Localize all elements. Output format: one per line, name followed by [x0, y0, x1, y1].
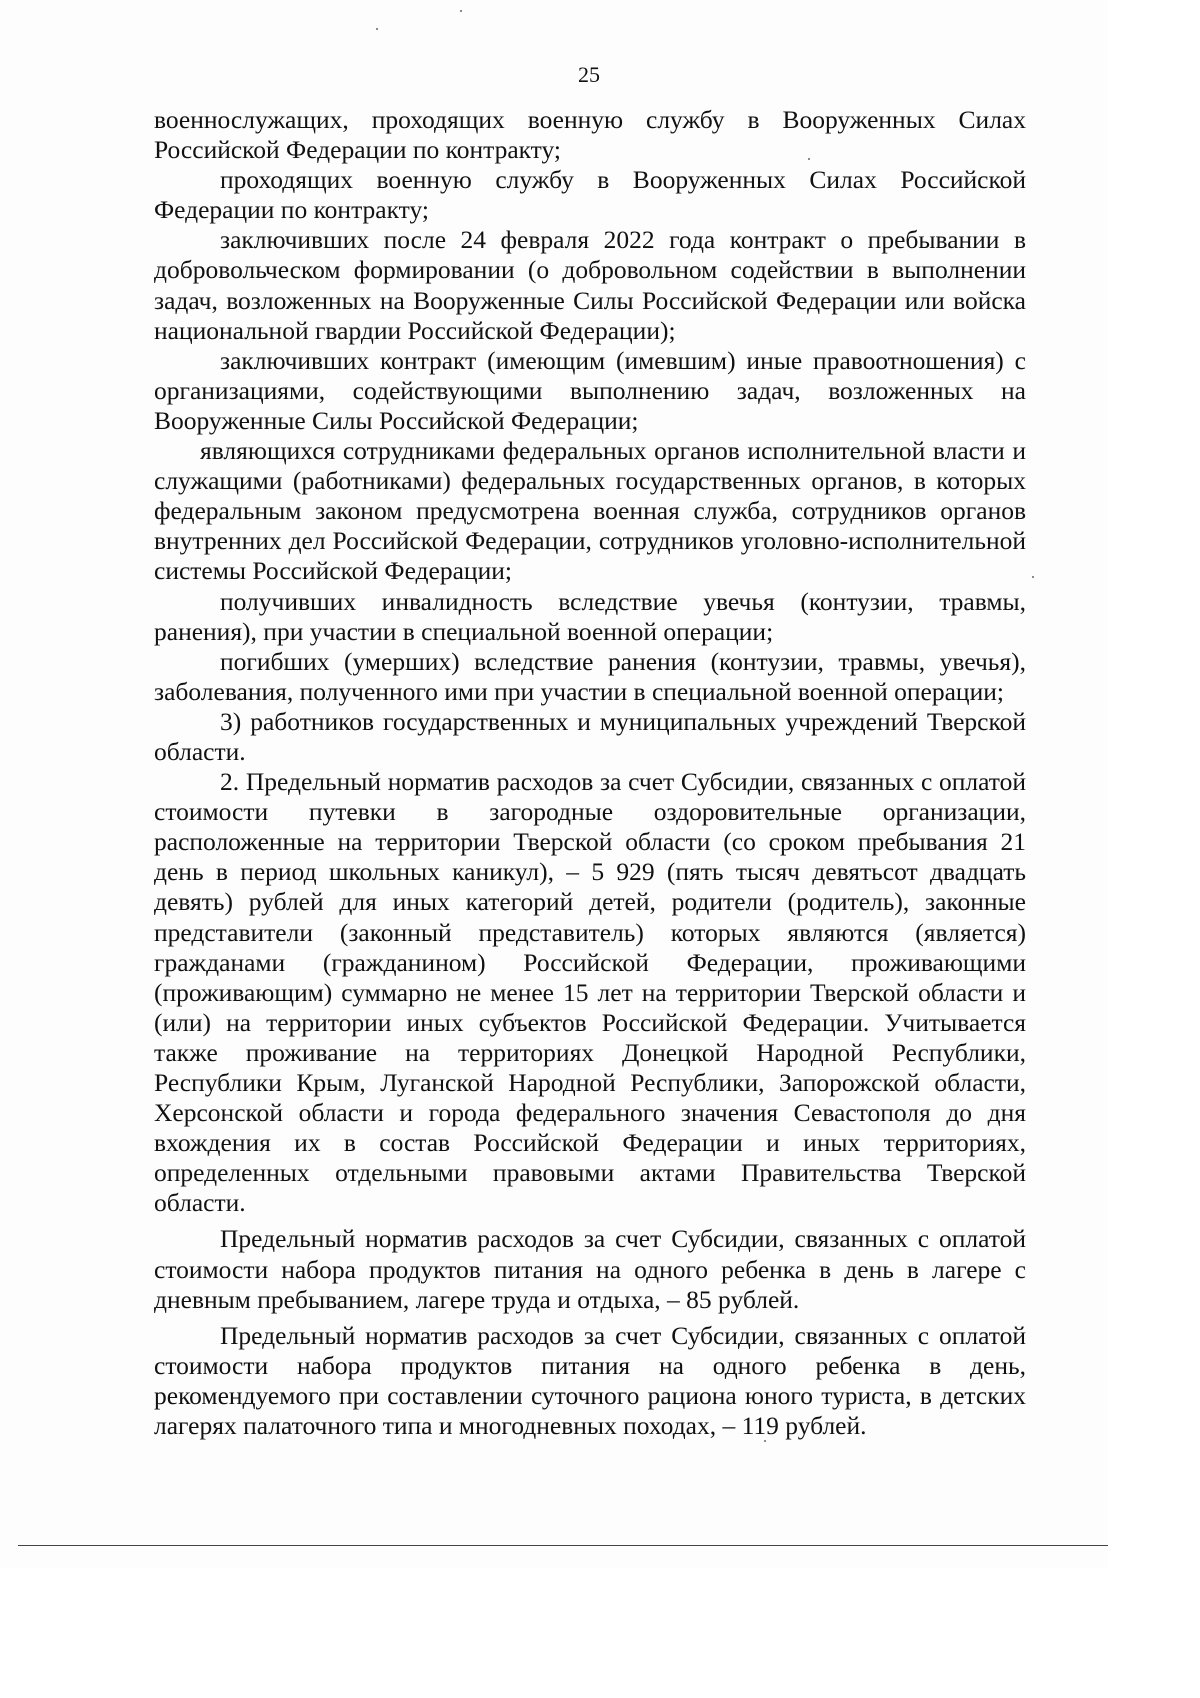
scan-speck	[460, 10, 462, 12]
paragraph-contract-organizations: заключивших контракт (имеющим (имевшим) иные правоотношения) с организациями, содействующими выполнению задач, возложенных на Вооруженные Силы Российской Федерации;	[154, 345, 1026, 435]
document-body	[154, 105, 1026, 1441]
paragraph-tent-camp-food: Предельный норматив расходов за счет Субсидии, связанных с оплатой стоимости набора продуктов питания на одного ребенка в день, рекомендуемого при составлении суточного рациона юного туриста, в детских лагерях палаточного типа и многодневных походах, – 119 рублей.	[154, 1320, 1026, 1441]
paragraph-day-camp-food: Предельный норматив расходов за счет Субсидии, связанных с оплатой стоимости набора продуктов питания на одного ребенка в день в лагере с дневным пребыванием, лагере труда и отдыха, – 85 рублей.	[154, 1224, 1026, 1314]
paragraph-deceased: погибших (умерших) вследствие ранения (контузии, травмы, увечья), заболевания, полученного ими при участии в специальной военной операции;	[154, 646, 1026, 706]
paragraph-volunteer-formation: заключивших после 24 февраля 2022 года контракт о пребывании в добровольческом формировании (о добровольном содействии в выполнении задач, возложенных на Вооруженные Силы Российской Федерации или войска национальной гвардии Российской Федерации);	[154, 225, 1026, 345]
scan-speck	[808, 158, 810, 160]
scan-edge-line	[18, 1545, 1108, 1546]
page-number: 25	[578, 62, 600, 87]
paragraph-contract-service: проходящих военную службу в Вооруженных Силах Российской Федерации по контракту;	[154, 165, 1026, 225]
paragraph-disability: получивших инвалидность вследствие увечья (контузии, травмы, ранения), при участии в специальной военной операции;	[154, 586, 1026, 646]
scan-speck	[376, 28, 378, 30]
paragraph-item-3: 3) работников государственных и муниципальных учреждений Тверской области.	[154, 706, 1026, 766]
scan-speck	[764, 1440, 766, 1442]
paragraph-item-2-voucher: 2. Предельный норматив расходов за счет Субсидии, связанных с оплатой стоимости путевки в загородные оздоровительные организации, расположенные на территории Тверской области (со сроком пребывания 21 день в период школьных каникул), – 5 929 (пять тысяч девятьсот двадцать девять) рублей для иных категорий детей, родители (родитель), законные представители (законный представитель) которых являются (является) гражданами (гражданином) Российской Федерации, проживающими (проживающим) суммарно не менее 15 лет на территории Тверской области и (или) на территории иных субъектов Российской Федерации. Учитывается также проживание на территориях Донецкой Народной Республики, Республики Крым, Луганской Народной Республики, Запорожской области, Херсонской области и города федерального значения Севастополя до дня вхождения их в состав Российской Федерации и иных территориях, определенных отдельными правовыми актами Правительства Тверской области.	[154, 767, 1026, 1218]
scan-speck	[1032, 576, 1034, 578]
paragraph-continuation: военнослужащих, проходящих военную службу в Вооруженных Силах Российской Федерации по контракту;	[154, 105, 1026, 165]
paragraph-federal-employees: являющихся сотрудниками федеральных органов исполнительной власти и служащими (работниками) федеральных государственных органов, в которых федеральным законом предусмотрена военная служба, сотрудников органов внутренних дел Российской Федерации, сотрудников уголовно-исполнительной системы Российской Федерации;	[154, 436, 1026, 586]
